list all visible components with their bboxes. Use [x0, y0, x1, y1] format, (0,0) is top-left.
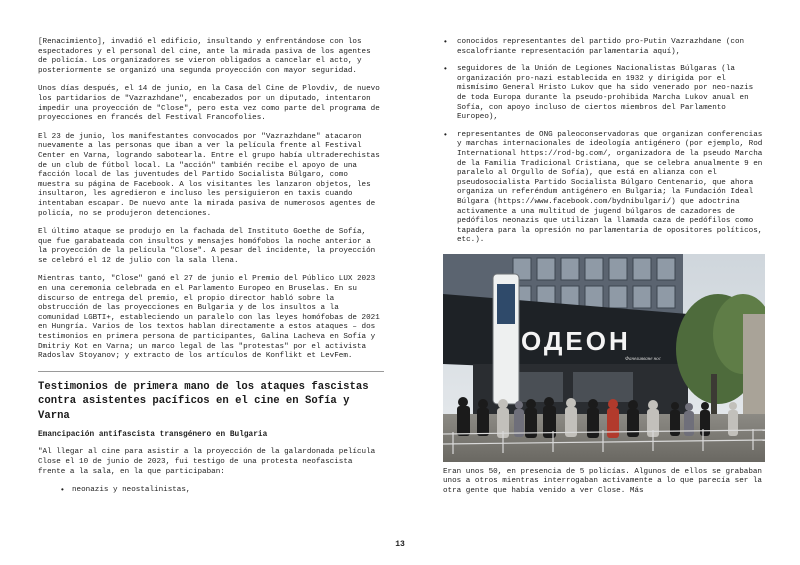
- cinema-facade-photo: [443, 254, 765, 462]
- paragraph: Mientras tanto, "Close" ganó el 27 de junio el Premio del Público LUX 2023 en una ceremonia celebrada en el Parlamento Europeo en Bruselas. En su discurso de entrega del premio, el propio director habló sobre la obstrucción de las proyecciones en Bulgaria y de los insultos a la comunidad LGBTI+, estableciendo un paralelo con las leyes homófobas de 2021 en Hungría. Varios de los textos hablan directamente a estos ataques – dos testimonios en primera persona de participantes, Galina Lacheva en Sofía y Dmitriy Kot en Varna; un marco legal de las "protestas" por el activista Radoslav Stoyanov; y extracto de los artículos de Konflikt et LevFem.: [38, 275, 380, 361]
- paragraph: [Renacimiento], invadió el edificio, insultando y enfrentándose con los espectadores y el personal del cine, ante la mirada pasiva de los agentes de policía. Los organizadores se vieron obligados a cancelar el acto, y posteriormente se organizó una segunda proyección con mayor seguridad.: [38, 38, 371, 75]
- list-item-text: seguidores de la Unión de Legiones Nacionalistas Búlgaras (la organización pro-nazi establecida en 1932 y dirigida por el mismísimo General Hristo Lukov que ha sido venerado por neo-nazis de toda Europa durante la pseudo-prohibida Marcha Lukov anual en Sofía, con apoyo incluso de ciertos miembros del Parlamento Europeo),: [457, 65, 754, 122]
- bullet-icon: •: [443, 38, 448, 47]
- list-item-text: representantes de ONG paleoconservadoras que organizan conferencias y marchas internacionales de ideología antigénero (por ejemplo, Rod International https://rod-bg.com/, organizadora de la pseudo Marcha de la Familia Tradicional Cristiana, que se celebra anualmente 9 en paralelo al Orgullo de Sofía), que está en alianza con el pseudosocialista Partido Socialista Búlgaro Centenario, que ahora organiza un referéndum antigénero en Bulgaria; la Fundación Ideal Búlgara (https://www.facebook.com/bydnibulgari/) que adoctrina activamente a una multitud de jugend búlgaros de cazadores de pedófilos neonazis que utilizan la llamada caza de pedófilos como tapadera para la opresión no parlamentaria de opositores políticos, etc.).: [457, 130, 763, 245]
- section-divider: [38, 371, 384, 372]
- cinema-small-sign: Фанелияване нос: [625, 356, 661, 362]
- left-column: [38, 38, 384, 504]
- section-subheading: Emancipación antifascista transgénero en Bulgaria: [38, 431, 268, 440]
- section-heading: Testimonios de primera mano de los ataques fascistas contra asistentes pacíficos en el cine en Sofía y Varna: [38, 380, 369, 422]
- list-item: [38, 486, 384, 496]
- page-number: 13: [395, 540, 405, 549]
- paragraph: El último ataque se produjo en la fachada del Instituto Goethe de Sofía, que fue garabateada con insultos y mensajes homófobos la noche anterior a la proyección de la película "Close". A pesar del incidente, la proyección se celebró el 12 de julio con la sala llena.: [38, 228, 376, 265]
- bullet-list: [38, 486, 384, 496]
- protest-photo: [443, 254, 765, 462]
- list-item-text: neonazis y neostalinistas,: [72, 486, 191, 495]
- bullet-list: [443, 38, 765, 246]
- bullet-icon: •: [443, 65, 448, 75]
- cinema-sign: ОДЕОН: [521, 325, 631, 356]
- bullet-icon: •: [60, 486, 65, 496]
- paragraph: El 23 de junio, los manifestantes convocados por "Vazrazhdane" atacaron nuevamente a las personas que iban a ver la película frente al Festival Center en Varna, logrando sabotearla. Entre el grupo había ultraderechistas de un club de fútbol local. La "acción" también recibe el apoyo de una facción local de las juventudes del Partido Socialista Búlgaro, como muestra su página de Facebook. A los visitantes les lanzaron objetos, les insultaron, les agredieron e incluso les persiguieron en taxis cuando intentaban escapar. De nuevo ante la mirada pasiva de numerosos agentes de policía, no se produjeron detenciones.: [38, 132, 380, 218]
- list-item: [443, 38, 765, 57]
- list-item: [443, 131, 765, 246]
- right-column: [443, 38, 765, 506]
- list-item-text: conocidos representantes del partido pro-Putin Vazrazhdane (con escalofriante representación parlamentaria aquí),: [457, 38, 745, 56]
- street: [443, 414, 765, 462]
- bullet-icon: •: [443, 130, 448, 140]
- quote-paragraph: "Al llegar al cine para asistir a la proyección de la galardonada película Close el 10 de junio de 2023, fui testigo de una protesta neofascista frente a la sala, en la que participaban:: [38, 448, 376, 476]
- photo-caption: Eran unos 50, en presencia de 5 policías. Algunos de ellos se grababan unos a otros mientras interrogaban activamente a lo que parecía ser la otra gente que había venido a ver Close. Más: [443, 467, 762, 496]
- paragraph: Unos días después, el 14 de junio, en la Casa del Cine de Plovdiv, de nuevo los partidarios de "Vazrazhdane", encabezados por un diputado, intentaron impedir una proyección de "Close", pero esta vez como parte del programa de proyecciones en francés del Festival Francofolies.: [38, 85, 380, 123]
- list-item: [443, 65, 765, 123]
